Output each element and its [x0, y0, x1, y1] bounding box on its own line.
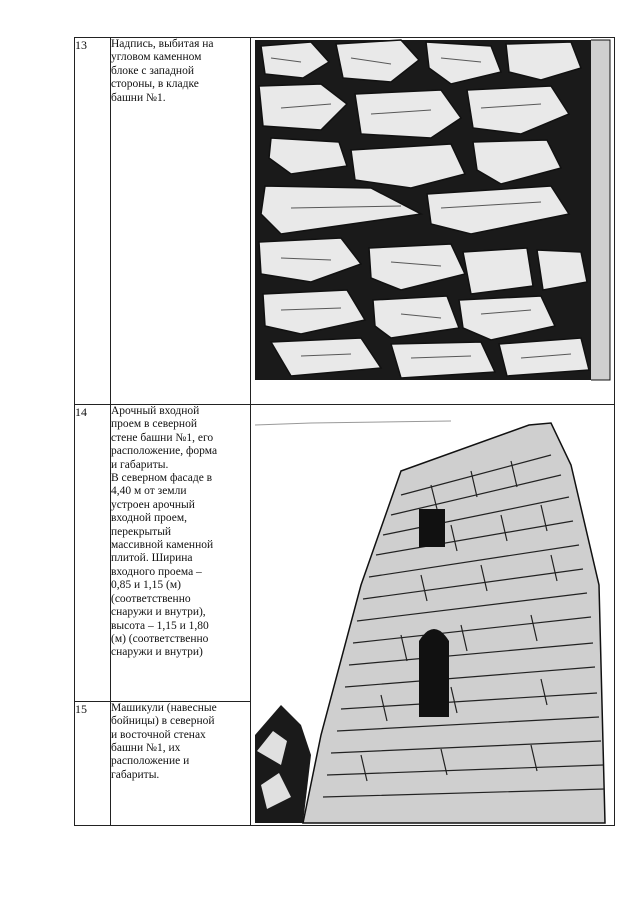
- tower-facade-photo: [251, 405, 614, 825]
- description-line: (м) (соответственно: [111, 632, 209, 645]
- description-line: входной проем,: [111, 512, 187, 525]
- description-line: В северном фасаде в: [111, 472, 213, 485]
- description-line: перекрытый: [111, 525, 172, 538]
- description-line: бойницы) в северной: [111, 715, 215, 728]
- row-number: 14: [75, 405, 111, 702]
- description-line: 4,40 м от земли: [111, 485, 187, 498]
- description-line: габариты.: [111, 768, 160, 781]
- description-line: и габариты.: [111, 458, 169, 471]
- description-line: снаружи и внутри): [111, 646, 203, 659]
- description-line: расположение и: [111, 755, 190, 768]
- description-line: и восточной стенах: [111, 728, 206, 741]
- description-line: стене башни №1, его: [111, 431, 214, 444]
- row-description: [111, 405, 251, 702]
- description-line: входного проема –: [111, 565, 202, 578]
- description-line: Машикули (навесные: [111, 701, 217, 714]
- description-line: башни №1.: [111, 91, 166, 104]
- description-line: 0,85 и 1,15 (м): [111, 579, 181, 592]
- description-line: снаружи и внутри),: [111, 606, 206, 619]
- table-row: [75, 405, 615, 702]
- description-line: высота – 1,15 и 1,80: [111, 619, 209, 632]
- description-line: Надпись, выбитая на: [111, 38, 214, 50]
- table-row: [75, 38, 615, 405]
- description-line: стороны, в кладке: [111, 78, 199, 91]
- description-line: Арочный входной: [111, 405, 200, 417]
- description-line: массивной каменной: [111, 539, 214, 552]
- photo-cell: [251, 38, 615, 405]
- photo-cell: [251, 405, 615, 826]
- description-line: проем в северной: [111, 418, 197, 431]
- row-description: [111, 701, 251, 825]
- description-line: угловом каменном: [111, 51, 202, 64]
- description-line: (соответственно: [111, 592, 191, 605]
- description-line: башни №1, их: [111, 741, 181, 754]
- row-number: 15: [75, 701, 111, 825]
- description-line: плитой. Ширина: [111, 552, 193, 565]
- row-number: 13: [75, 38, 111, 405]
- description-line: блоке с западной: [111, 64, 194, 77]
- description-line: устроен арочный: [111, 498, 195, 511]
- photo-table: [74, 37, 615, 826]
- stone-masonry-photo: [251, 38, 614, 404]
- description-line: расположение, форма: [111, 445, 218, 458]
- row-description: [111, 38, 251, 405]
